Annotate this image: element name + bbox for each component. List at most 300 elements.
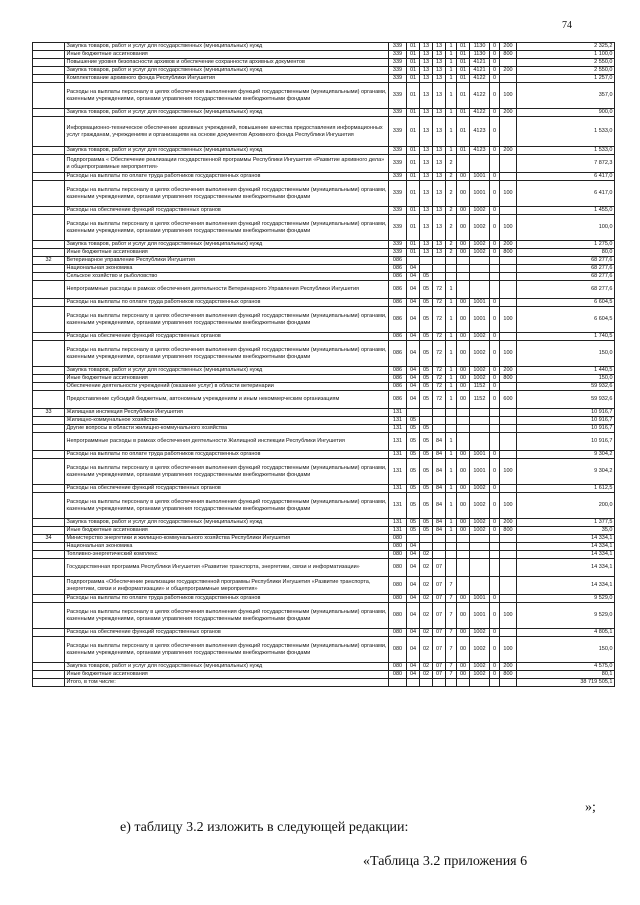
row-name-cell: Подпрограмма « Обеспечение реализации государственной программы Республики Ингушетия «Развитие архивного дела» и общепрограммные мероприятия» xyxy=(65,155,389,173)
code-cell: 080 xyxy=(389,551,407,559)
table-row xyxy=(33,75,615,83)
code-cell: 00 xyxy=(457,519,470,527)
amount-cell: 900,0 xyxy=(517,109,615,117)
code-cell: 0 xyxy=(490,485,500,493)
code-cell: 0 xyxy=(490,299,500,307)
code-cell xyxy=(490,273,500,281)
code-cell xyxy=(500,595,517,603)
code-cell: 05 xyxy=(420,341,433,367)
code-cell: 1 xyxy=(446,147,457,155)
code-cell: 00 xyxy=(457,493,470,519)
code-cell: 02 xyxy=(420,637,433,663)
code-cell: 84 xyxy=(433,433,446,451)
code-cell: 1001 xyxy=(470,451,490,459)
code-cell: 13 xyxy=(420,173,433,181)
row-number-cell xyxy=(33,671,65,679)
code-cell: 02 xyxy=(420,559,433,577)
row-number-cell xyxy=(33,147,65,155)
code-cell: 04 xyxy=(407,543,420,551)
code-cell: 200 xyxy=(500,109,517,117)
code-cell xyxy=(490,425,500,433)
code-cell: 2 xyxy=(446,249,457,257)
table-row xyxy=(33,485,615,493)
code-cell: 13 xyxy=(433,59,446,67)
table-row xyxy=(33,207,615,215)
code-cell: 1152 xyxy=(470,383,490,391)
code-cell xyxy=(500,75,517,83)
code-cell: 04 xyxy=(407,307,420,333)
code-cell: 02 xyxy=(420,603,433,629)
code-cell: 00 xyxy=(457,603,470,629)
code-cell: 1001 xyxy=(470,181,490,207)
row-name-cell: Сельское хозяйство и рыболовство xyxy=(65,273,389,281)
table-row xyxy=(33,249,615,257)
code-cell: 7 xyxy=(446,629,457,637)
code-cell: 0 xyxy=(490,51,500,59)
amount-cell: 4 805,1 xyxy=(517,629,615,637)
code-cell xyxy=(490,679,500,687)
code-cell: 05 xyxy=(420,281,433,299)
code-cell: 1 xyxy=(446,527,457,535)
amount-cell: 9 529,0 xyxy=(517,603,615,629)
code-cell: 131 xyxy=(389,409,407,417)
page-number: 74 xyxy=(562,20,572,31)
code-cell: 01 xyxy=(407,173,420,181)
code-cell: 1 xyxy=(446,59,457,67)
code-cell: 086 xyxy=(389,333,407,341)
row-name-cell: Итого, в том числе: xyxy=(65,679,389,687)
table-row xyxy=(33,391,615,409)
code-cell: 13 xyxy=(420,181,433,207)
code-cell: 1001 xyxy=(470,459,490,485)
row-number-cell xyxy=(33,299,65,307)
code-cell: 0 xyxy=(490,391,500,409)
amount-cell: 1 100,0 xyxy=(517,51,615,59)
closing-quote: »; xyxy=(585,800,596,815)
amount-cell: 80,0 xyxy=(517,249,615,257)
code-cell: 05 xyxy=(407,425,420,433)
amount-cell: 6 417,0 xyxy=(517,173,615,181)
code-cell: 07 xyxy=(433,663,446,671)
code-cell: 00 xyxy=(457,383,470,391)
row-number-cell xyxy=(33,603,65,629)
code-cell: 13 xyxy=(433,67,446,75)
row-number-cell xyxy=(33,367,65,375)
code-cell: 1 xyxy=(446,109,457,117)
row-name-cell: Расходы на выплаты персоналу в целях обеспечения выполнения функций государственными (муниципальными) органами, казенными учреждениями, органами управления государственными внебюджетными фондами xyxy=(65,493,389,519)
code-cell: 01 xyxy=(407,215,420,241)
amount-cell: 2 325,2 xyxy=(517,43,615,51)
code-cell: 339 xyxy=(389,249,407,257)
row-number-cell xyxy=(33,637,65,663)
code-cell: 7 xyxy=(446,637,457,663)
code-cell: 1130 xyxy=(470,51,490,59)
code-cell: 04 xyxy=(407,663,420,671)
table-row xyxy=(33,637,615,663)
row-name-cell: Жилищно-коммунальное хозяйство xyxy=(65,417,389,425)
code-cell xyxy=(500,551,517,559)
code-cell: 00 xyxy=(457,215,470,241)
code-cell: 080 xyxy=(389,577,407,595)
row-name-cell: Национальная экономика xyxy=(65,265,389,273)
code-cell: 72 xyxy=(433,367,446,375)
code-cell: 1 xyxy=(446,493,457,519)
code-cell: 01 xyxy=(457,75,470,83)
row-number-cell xyxy=(33,265,65,273)
row-number-cell xyxy=(33,51,65,59)
code-cell: 02 xyxy=(420,577,433,595)
code-cell: 080 xyxy=(389,559,407,577)
amount-cell: 150,0 xyxy=(517,375,615,383)
code-cell: 01 xyxy=(407,51,420,59)
code-cell xyxy=(500,333,517,341)
code-cell: 200 xyxy=(500,367,517,375)
code-cell: 84 xyxy=(433,519,446,527)
code-cell: 05 xyxy=(420,391,433,409)
budget-table-body xyxy=(33,43,615,687)
amount-cell: 357,0 xyxy=(517,83,615,109)
code-cell xyxy=(500,543,517,551)
code-cell: 04 xyxy=(407,559,420,577)
amount-cell: 150,0 xyxy=(517,341,615,367)
table-row xyxy=(33,265,615,273)
code-cell: 7 xyxy=(446,577,457,595)
code-cell: 600 xyxy=(500,391,517,409)
code-cell: 01 xyxy=(407,75,420,83)
code-cell xyxy=(457,425,470,433)
code-cell: 05 xyxy=(407,459,420,485)
code-cell xyxy=(446,425,457,433)
code-cell: 200 xyxy=(500,43,517,51)
code-cell: 02 xyxy=(420,629,433,637)
code-cell: 07 xyxy=(433,637,446,663)
code-cell: 04 xyxy=(407,671,420,679)
code-cell: 1002 xyxy=(470,671,490,679)
code-cell: 7 xyxy=(446,603,457,629)
amount-cell: 1 740,5 xyxy=(517,333,615,341)
row-number-cell xyxy=(33,493,65,519)
code-cell xyxy=(457,679,470,687)
code-cell: 1002 xyxy=(470,663,490,671)
code-cell xyxy=(490,257,500,265)
row-name-cell: Расходы на выплаты персоналу в целях обеспечения выполнения функций государственными (муниципальными) органами, казенными учреждениями, органами управления государственными внебюджетными фондами xyxy=(65,341,389,367)
code-cell: 1 xyxy=(446,67,457,75)
amount-cell: 1 455,0 xyxy=(517,207,615,215)
row-name-cell: Расходы на выплаты по оплате труда работников государственных органов xyxy=(65,299,389,307)
code-cell: 1 xyxy=(446,375,457,383)
code-cell: 13 xyxy=(420,215,433,241)
amount-cell: 14 334,1 xyxy=(517,577,615,595)
code-cell: 0 xyxy=(490,637,500,663)
code-cell: 4122 xyxy=(470,75,490,83)
code-cell xyxy=(470,281,490,299)
amount-cell: 68 277,6 xyxy=(517,265,615,273)
code-cell: 04 xyxy=(407,603,420,629)
code-cell: 100 xyxy=(500,181,517,207)
code-cell: 1152 xyxy=(470,391,490,409)
row-name-cell: Подпрограмма «Обеспечение реализации государственной программы Республики Ингушетия «Развитие транспорта, энергетики, связи и информатизации» и общепрограммные мероприятия» xyxy=(65,577,389,595)
code-cell: 13 xyxy=(433,241,446,249)
amount-cell: 6 417,0 xyxy=(517,181,615,207)
code-cell: 4122 xyxy=(470,83,490,109)
row-number-cell xyxy=(33,333,65,341)
code-cell xyxy=(446,551,457,559)
table-row xyxy=(33,67,615,75)
code-cell: 72 xyxy=(433,333,446,341)
code-cell xyxy=(389,679,407,687)
code-cell: 00 xyxy=(457,391,470,409)
code-cell: 4121 xyxy=(470,59,490,67)
code-cell: 339 xyxy=(389,117,407,147)
amount-cell: 1 533,0 xyxy=(517,117,615,147)
row-number-cell xyxy=(33,527,65,535)
code-cell: 2 xyxy=(446,155,457,173)
code-cell: 086 xyxy=(389,375,407,383)
code-cell: 13 xyxy=(433,147,446,155)
code-cell: 0 xyxy=(490,383,500,391)
code-cell: 13 xyxy=(433,43,446,51)
code-cell: 01 xyxy=(407,43,420,51)
code-cell: 01 xyxy=(457,117,470,147)
code-cell: 01 xyxy=(457,83,470,109)
code-cell: 339 xyxy=(389,67,407,75)
code-cell xyxy=(446,409,457,417)
amount-cell: 68 277,6 xyxy=(517,257,615,265)
code-cell: 339 xyxy=(389,173,407,181)
row-number-cell xyxy=(33,663,65,671)
table-row xyxy=(33,527,615,535)
table-row xyxy=(33,215,615,241)
code-cell: 00 xyxy=(457,181,470,207)
code-cell xyxy=(446,273,457,281)
code-cell: 04 xyxy=(407,299,420,307)
code-cell: 13 xyxy=(433,249,446,257)
code-cell: 080 xyxy=(389,603,407,629)
code-cell: 1 xyxy=(446,391,457,409)
code-cell xyxy=(446,535,457,543)
table-row xyxy=(33,241,615,249)
code-cell xyxy=(407,535,420,543)
table-row xyxy=(33,551,615,559)
code-cell xyxy=(490,551,500,559)
code-cell xyxy=(470,551,490,559)
row-name-cell: Расходы на обеспечение функций государственных органов xyxy=(65,333,389,341)
code-cell: 00 xyxy=(457,629,470,637)
code-cell xyxy=(433,425,446,433)
code-cell: 200 xyxy=(500,67,517,75)
row-number-cell xyxy=(33,83,65,109)
code-cell: 0 xyxy=(490,215,500,241)
code-cell xyxy=(446,257,457,265)
code-cell xyxy=(446,679,457,687)
amount-cell: 1 257,0 xyxy=(517,75,615,83)
amount-cell: 14 334,1 xyxy=(517,535,615,543)
code-cell: 100 xyxy=(500,341,517,367)
code-cell: 339 xyxy=(389,59,407,67)
code-cell: 13 xyxy=(420,83,433,109)
code-cell: 1 xyxy=(446,307,457,333)
code-cell: 131 xyxy=(389,417,407,425)
code-cell xyxy=(420,417,433,425)
table-row xyxy=(33,451,615,459)
table-row xyxy=(33,603,615,629)
row-number-cell xyxy=(33,155,65,173)
row-name-cell: Иные бюджетные ассигнования xyxy=(65,671,389,679)
code-cell: 0 xyxy=(490,207,500,215)
code-cell: 4122 xyxy=(470,109,490,117)
row-name-cell: Министерство энергетики и жилищно-коммунального хозяйства Республики Ингушетия xyxy=(65,535,389,543)
table-row xyxy=(33,433,615,451)
code-cell: 13 xyxy=(420,147,433,155)
code-cell xyxy=(433,417,446,425)
row-number-cell xyxy=(33,273,65,281)
code-cell: 01 xyxy=(457,147,470,155)
table-row xyxy=(33,577,615,595)
row-name-cell: Закупка товаров, работ и услуг для государственных (муниципальных) нужд xyxy=(65,241,389,249)
code-cell xyxy=(457,257,470,265)
code-cell: 7 xyxy=(446,595,457,603)
code-cell: 0 xyxy=(490,519,500,527)
code-cell xyxy=(500,299,517,307)
code-cell: 1 xyxy=(446,117,457,147)
row-number-cell xyxy=(33,375,65,383)
code-cell: 05 xyxy=(420,433,433,451)
code-cell xyxy=(500,577,517,595)
code-cell: 4121 xyxy=(470,67,490,75)
code-cell xyxy=(490,559,500,577)
code-cell xyxy=(500,433,517,451)
amount-cell: 150,0 xyxy=(517,637,615,663)
code-cell: 1002 xyxy=(470,519,490,527)
code-cell: 131 xyxy=(389,459,407,485)
code-cell: 00 xyxy=(457,241,470,249)
code-cell xyxy=(490,535,500,543)
amount-cell: 200,0 xyxy=(517,493,615,519)
row-number-cell xyxy=(33,59,65,67)
code-cell: 100 xyxy=(500,459,517,485)
code-cell: 0 xyxy=(490,109,500,117)
code-cell: 05 xyxy=(420,451,433,459)
table-row xyxy=(33,59,615,67)
table-row xyxy=(33,459,615,485)
code-cell: 04 xyxy=(407,333,420,341)
code-cell: 131 xyxy=(389,493,407,519)
code-cell: 00 xyxy=(457,299,470,307)
code-cell xyxy=(457,155,470,173)
code-cell: 1002 xyxy=(470,493,490,519)
code-cell: 13 xyxy=(420,155,433,173)
code-cell: 0 xyxy=(490,527,500,535)
row-name-cell: Расходы на выплаты по оплате труда работников государственных органов xyxy=(65,451,389,459)
amount-cell: 7 872,3 xyxy=(517,155,615,173)
row-name-cell: Иные бюджетные ассигнования xyxy=(65,51,389,59)
code-cell: 13 xyxy=(433,117,446,147)
code-cell: 1001 xyxy=(470,307,490,333)
code-cell: 080 xyxy=(389,663,407,671)
row-name-cell: Закупка товаров, работ и услуг для государственных (муниципальных) нужд xyxy=(65,109,389,117)
code-cell: 00 xyxy=(457,341,470,367)
code-cell: 02 xyxy=(420,595,433,603)
code-cell: 086 xyxy=(389,341,407,367)
code-cell: 00 xyxy=(457,459,470,485)
table-row xyxy=(33,281,615,299)
code-cell: 05 xyxy=(407,451,420,459)
code-cell: 72 xyxy=(433,391,446,409)
row-name-cell: Расходы на выплаты персоналу в целях обеспечения выполнения функций государственными (муниципальными) органами, казенными учреждениями, органами управления государственными внебюджетными фондами xyxy=(65,603,389,629)
code-cell: 04 xyxy=(407,273,420,281)
code-cell: 0 xyxy=(490,341,500,367)
code-cell: 1002 xyxy=(470,485,490,493)
code-cell: 04 xyxy=(407,265,420,273)
code-cell: 72 xyxy=(433,383,446,391)
row-number-cell xyxy=(33,215,65,241)
row-number-cell xyxy=(33,629,65,637)
code-cell xyxy=(490,155,500,173)
code-cell: 131 xyxy=(389,485,407,493)
code-cell: 4123 xyxy=(470,117,490,147)
code-cell: 800 xyxy=(500,249,517,257)
code-cell: 72 xyxy=(433,341,446,367)
code-cell: 0 xyxy=(490,147,500,155)
table-row xyxy=(33,257,615,265)
code-cell xyxy=(470,577,490,595)
row-name-cell: Непрограммные расходы в рамках обеспечения деятельности Жилищной инспекции Республики Ингушетия xyxy=(65,433,389,451)
code-cell: 05 xyxy=(407,519,420,527)
code-cell: 339 xyxy=(389,83,407,109)
amount-cell: 1 275,0 xyxy=(517,241,615,249)
code-cell: 339 xyxy=(389,75,407,83)
code-cell: 04 xyxy=(407,577,420,595)
code-cell: 04 xyxy=(407,629,420,637)
row-name-cell: Расходы на выплаты персоналу в целях обеспечения выполнения функций государственными (муниципальными) органами, казенными учреждениями, органами управления государственными внебюджетными фондами xyxy=(65,215,389,241)
code-cell: 1002 xyxy=(470,333,490,341)
code-cell xyxy=(420,535,433,543)
code-cell: 086 xyxy=(389,391,407,409)
code-cell: 086 xyxy=(389,273,407,281)
table-row xyxy=(33,43,615,51)
code-cell: 4123 xyxy=(470,147,490,155)
code-cell: 1002 xyxy=(470,249,490,257)
row-name-cell: Закупка товаров, работ и услуг для государственных (муниципальных) нужд xyxy=(65,519,389,527)
code-cell: 01 xyxy=(407,241,420,249)
table-row xyxy=(33,519,615,527)
code-cell xyxy=(457,551,470,559)
code-cell: 01 xyxy=(407,67,420,75)
table-row xyxy=(33,543,615,551)
code-cell: 100 xyxy=(500,83,517,109)
row-number-cell xyxy=(33,679,65,687)
amount-cell: 100,0 xyxy=(517,215,615,241)
code-cell: 04 xyxy=(407,367,420,375)
amount-cell: 35,0 xyxy=(517,527,615,535)
code-cell: 01 xyxy=(407,207,420,215)
code-cell xyxy=(490,417,500,425)
row-name-cell: Закупка товаров, работ и услуг для государственных (муниципальных) нужд xyxy=(65,147,389,155)
amount-cell: 10 916,7 xyxy=(517,433,615,451)
code-cell: 05 xyxy=(420,367,433,375)
code-cell: 00 xyxy=(457,173,470,181)
code-cell: 1 xyxy=(446,451,457,459)
row-number-cell xyxy=(33,559,65,577)
code-cell: 086 xyxy=(389,307,407,333)
table-row xyxy=(33,409,615,417)
code-cell: 00 xyxy=(457,485,470,493)
table-row xyxy=(33,307,615,333)
code-cell: 07 xyxy=(433,595,446,603)
code-cell xyxy=(470,535,490,543)
code-cell: 13 xyxy=(433,215,446,241)
amount-cell: 14 334,1 xyxy=(517,559,615,577)
